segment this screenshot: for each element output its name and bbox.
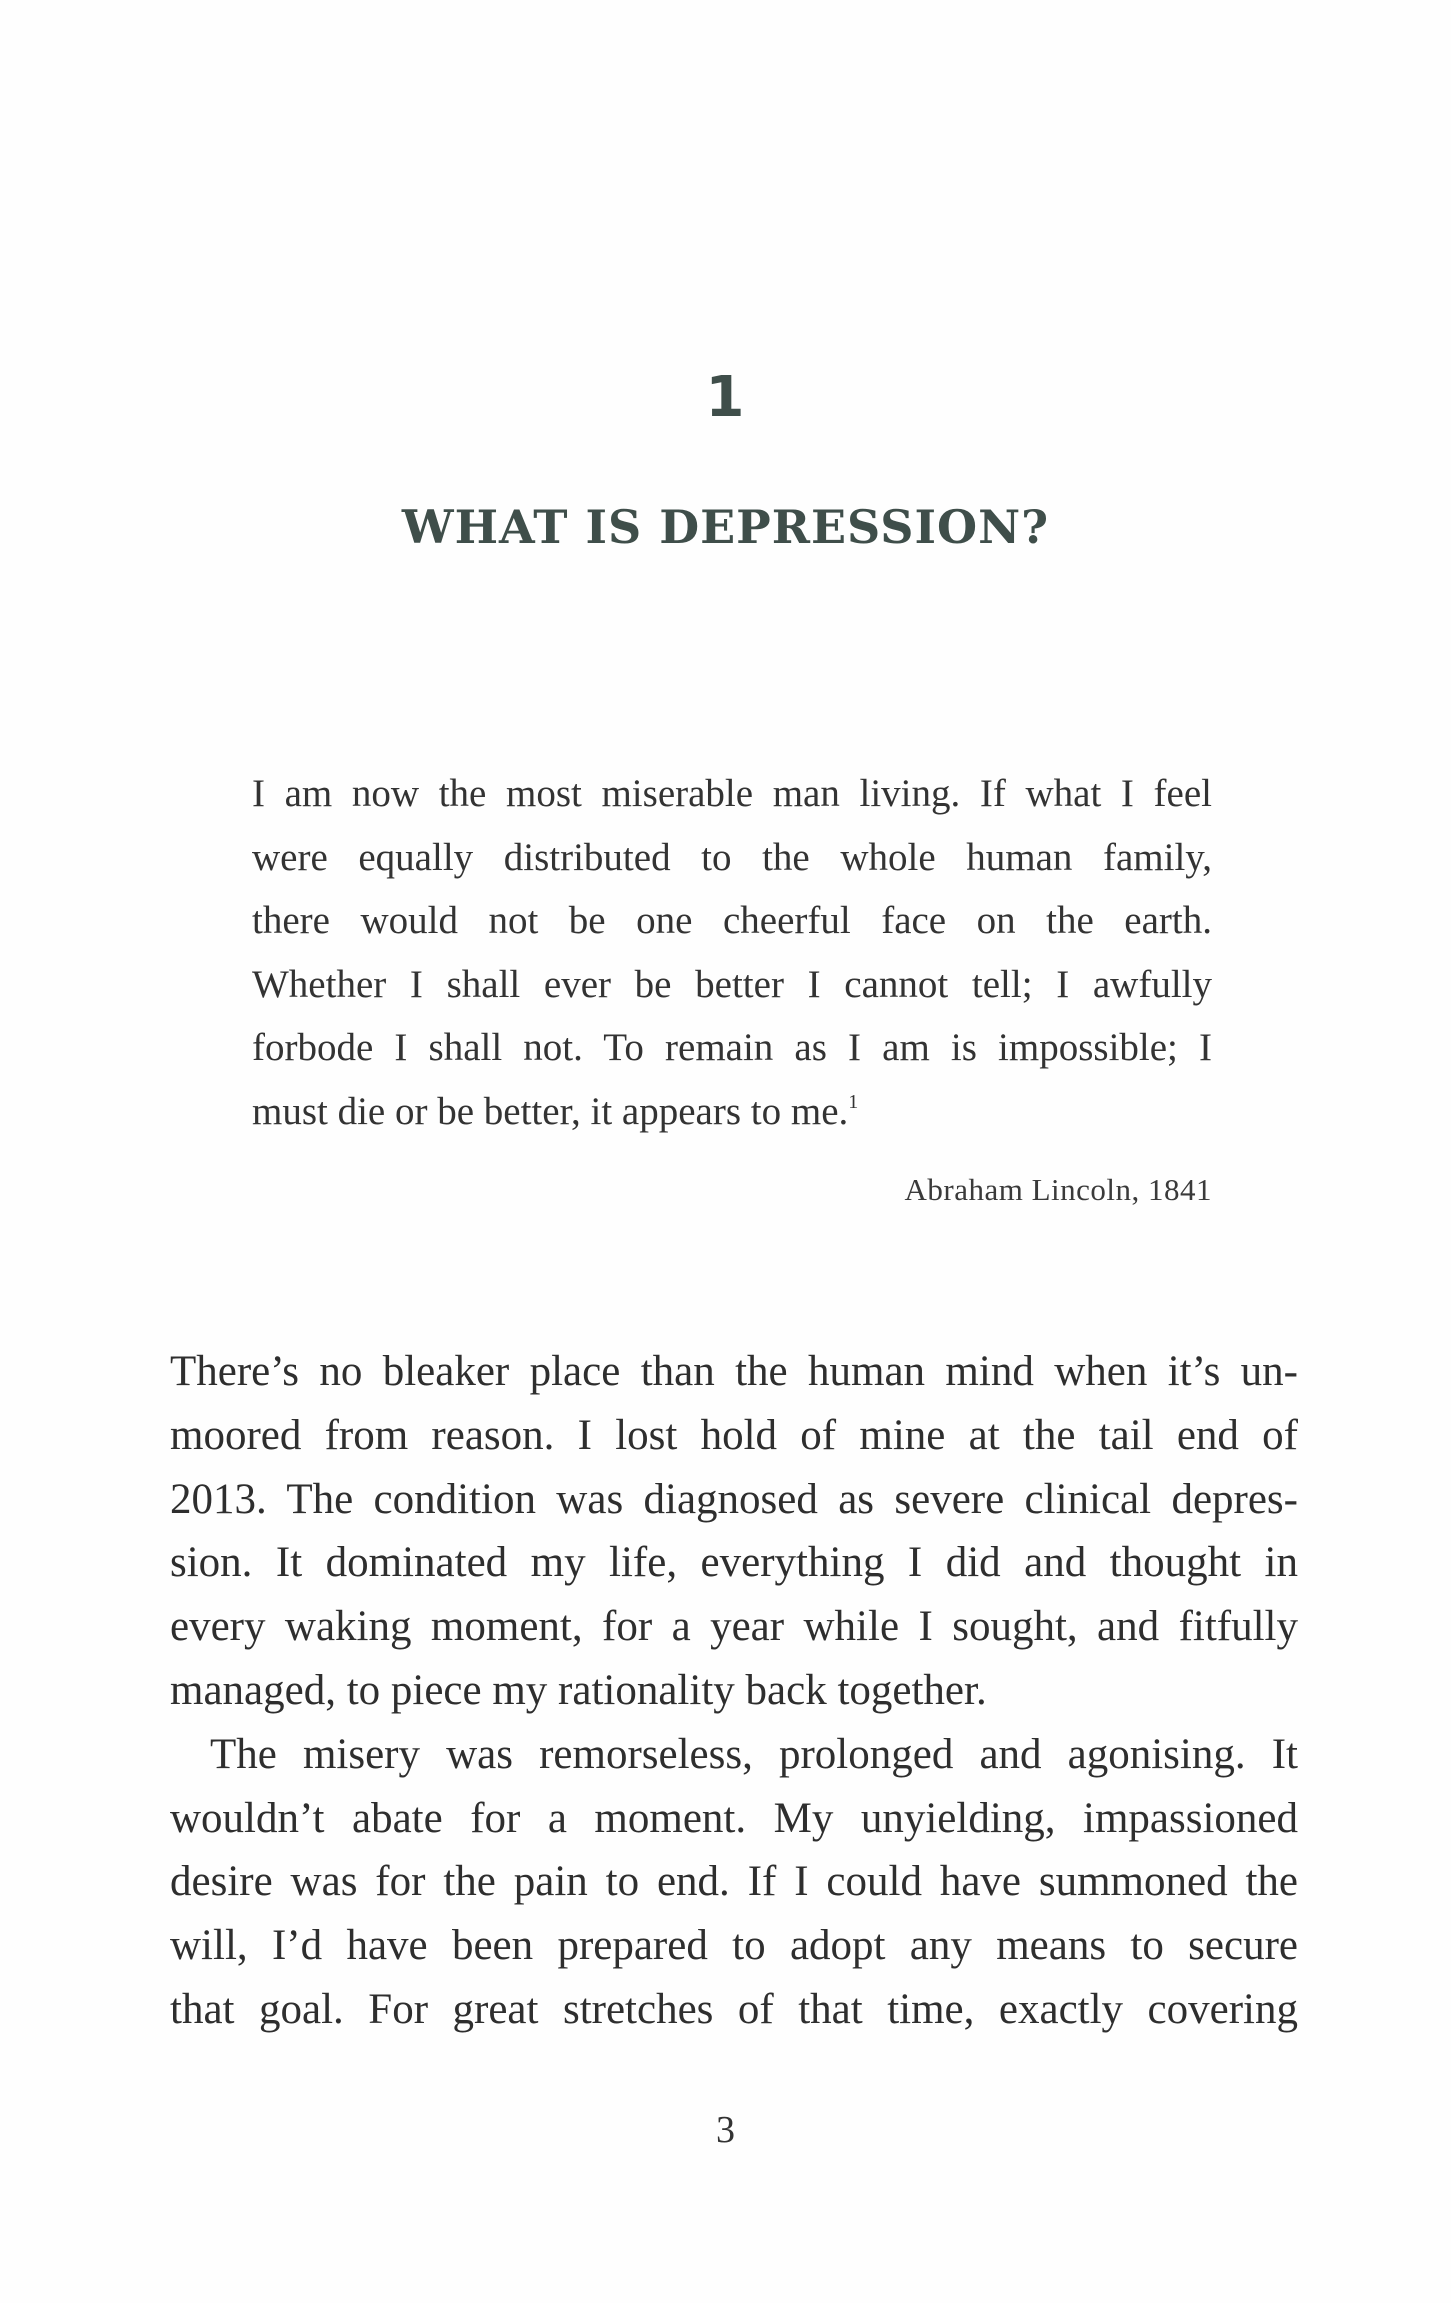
chapter-number: 1 bbox=[705, 365, 746, 430]
epigraph-line: forbode I shall not. To remain as I am is impossible; I bbox=[252, 1026, 1212, 1069]
chapter-title: WHAT IS DEPRESSION? bbox=[401, 500, 1050, 554]
epigraph-line: Whether I shall ever be better I cannot tell; I awfully bbox=[252, 962, 1212, 1006]
epigraph-attribution: Abraham Lincoln, 1841 bbox=[904, 1172, 1212, 1207]
footnote-marker: 1 bbox=[848, 1090, 859, 1113]
paragraph-line: There’s no bleaker place than the human mind when it’s un- bbox=[170, 1348, 1298, 1395]
paragraph-line: The misery was remorseless, prolonged and agonising. It bbox=[210, 1730, 1298, 1778]
paragraph-line: moored from reason. I lost hold of mine at the tail end of bbox=[170, 1411, 1298, 1459]
paragraph-line: managed, to piece my rationality back together. bbox=[170, 1666, 987, 1714]
paragraph-line: will, I’d have been prepared to adopt any means to secure bbox=[170, 1922, 1298, 1970]
body-text bbox=[170, 1340, 1298, 2042]
epigraph-line: were equally distributed to the whole human family, bbox=[252, 835, 1212, 879]
paragraph-line: 2013. The condition was diagnosed as severe clinical depres- bbox=[170, 1475, 1298, 1523]
paragraph-line: desire was for the pain to end. If I could have summoned the bbox=[170, 1858, 1298, 1906]
paragraph-line: every waking moment, for a year while I sought, and fitfully bbox=[170, 1603, 1298, 1651]
epigraph-last-line bbox=[252, 1080, 1212, 1144]
paragraph-line: that goal. For great stretches of that time, exactly covering bbox=[170, 1985, 1298, 2033]
epigraph-line-text: must die or be better, it appears to me. bbox=[252, 1089, 849, 1133]
epigraph-line: I am now the most miserable man living. If what I feel bbox=[252, 772, 1212, 815]
paragraph-line: wouldn’t abate for a moment. My unyielding, impassioned bbox=[170, 1794, 1298, 1842]
page-number: 3 bbox=[716, 2109, 735, 2151]
paragraph-line: sion. It dominated my life, everything I did and thought in bbox=[170, 1539, 1298, 1587]
epigraph-quote bbox=[252, 762, 1212, 1143]
epigraph-line: there would not be one cheerful face on the earth. bbox=[252, 899, 1212, 942]
